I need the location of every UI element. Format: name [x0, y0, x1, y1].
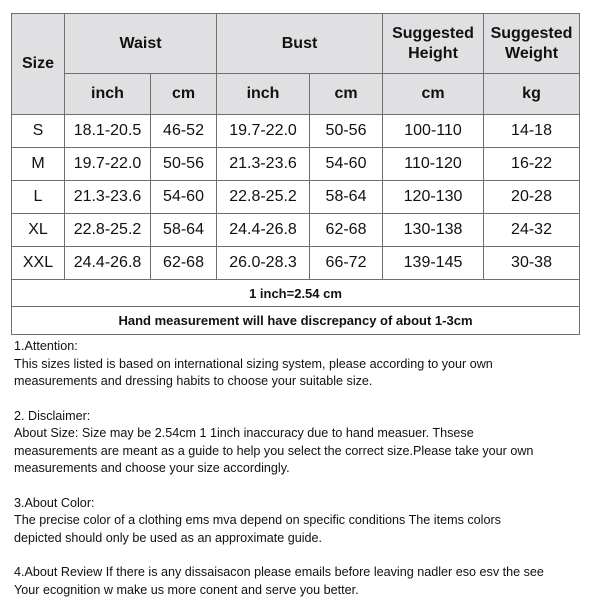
- header-waist: Waist: [65, 14, 217, 74]
- note-line: This sizes listed is based on international sizing system, please according to your own: [14, 356, 493, 371]
- unit-bust-inch: inch: [217, 74, 310, 115]
- bust-cm-cell: 58-64: [310, 181, 383, 214]
- waist-cm-cell: 46-52: [151, 115, 217, 148]
- waist-cm-cell: 54-60: [151, 181, 217, 214]
- note-line: measurements are meant as a guide to help you select the correct size.Please take your own: [14, 443, 534, 458]
- note-line: measurements and dressing habits to choose your suitable size.: [14, 374, 373, 388]
- size-cell: XXL: [12, 247, 65, 280]
- bust-cm-cell: 54-60: [310, 148, 383, 181]
- note-line: 4.About Review If there is any dissaisacon please emails before leaving nadler eso esv the see: [14, 565, 544, 579]
- table-row: [12, 247, 580, 280]
- table-row: [12, 148, 580, 181]
- unit-waist-cm: cm: [151, 74, 217, 115]
- waist-cm-cell: 50-56: [151, 148, 217, 181]
- note-line: 3.About Color:: [14, 495, 95, 510]
- size-cell: S: [12, 115, 65, 148]
- bust-inch-cell: 19.7-22.0: [217, 115, 310, 148]
- unit-waist-inch: inch: [65, 74, 151, 115]
- table-row: [12, 181, 580, 214]
- table-row: [12, 214, 580, 247]
- note-line: Your ecognition w make us more conent and serve you better.: [14, 582, 359, 597]
- size-cell: M: [12, 148, 65, 181]
- header-bust: Bust: [217, 14, 383, 74]
- height-cell: 110-120: [383, 148, 484, 181]
- note-line: depicted should only be used as an approximate guide.: [14, 530, 323, 545]
- bust-inch-cell: 21.3-23.6: [217, 148, 310, 181]
- unit-weight-kg: kg: [484, 74, 580, 115]
- discrepancy-note: Hand measurement will have discrepancy of about 1-3cm: [12, 307, 580, 335]
- note-line: About Size: Size may be 2.54cm 1 1inch inaccuracy due to hand measuer. Thsese: [14, 426, 474, 440]
- review-note: [14, 564, 588, 599]
- unit-height-cm: cm: [383, 74, 484, 115]
- disclaimer-note: [14, 408, 588, 478]
- weight-cell: 16-22: [484, 148, 580, 181]
- waist-cm-cell: 58-64: [151, 214, 217, 247]
- weight-cell: 30-38: [484, 247, 580, 280]
- waist-inch-cell: 21.3-23.6: [65, 181, 151, 214]
- note-line: The precise color of a clothing ems mva depend on specific conditions The items colors: [14, 513, 501, 527]
- header-suggested-weight: Suggested Weight: [484, 14, 580, 74]
- note-line: 2. Disclaimer:: [14, 408, 91, 423]
- bust-cm-cell: 62-68: [310, 214, 383, 247]
- height-cell: 130-138: [383, 214, 484, 247]
- weight-cell: 14-18: [484, 115, 580, 148]
- table-row: [12, 115, 580, 148]
- size-notes: [14, 338, 588, 616]
- waist-inch-cell: 22.8-25.2: [65, 214, 151, 247]
- unit-bust-cm: cm: [310, 74, 383, 115]
- conversion-note: 1 inch=2.54 cm: [12, 280, 580, 307]
- bust-inch-cell: 24.4-26.8: [217, 214, 310, 247]
- header-suggested-height: Suggested Height: [383, 14, 484, 74]
- bust-inch-cell: 22.8-25.2: [217, 181, 310, 214]
- size-chart-table: [11, 13, 580, 335]
- height-cell: 139-145: [383, 247, 484, 280]
- attention-note: [14, 338, 588, 391]
- height-cell: 120-130: [383, 181, 484, 214]
- weight-cell: 20-28: [484, 181, 580, 214]
- note-line: 1.Attention:: [14, 339, 78, 353]
- color-note: [14, 495, 588, 548]
- header-size: Size: [12, 14, 65, 115]
- weight-cell: 24-32: [484, 214, 580, 247]
- waist-inch-cell: 24.4-26.8: [65, 247, 151, 280]
- bust-cm-cell: 50-56: [310, 115, 383, 148]
- note-line: measurements and choose your size accordingly.: [14, 461, 290, 475]
- waist-inch-cell: 18.1-20.5: [65, 115, 151, 148]
- waist-inch-cell: 19.7-22.0: [65, 148, 151, 181]
- height-cell: 100-110: [383, 115, 484, 148]
- bust-cm-cell: 66-72: [310, 247, 383, 280]
- size-cell: XL: [12, 214, 65, 247]
- bust-inch-cell: 26.0-28.3: [217, 247, 310, 280]
- waist-cm-cell: 62-68: [151, 247, 217, 280]
- size-cell: L: [12, 181, 65, 214]
